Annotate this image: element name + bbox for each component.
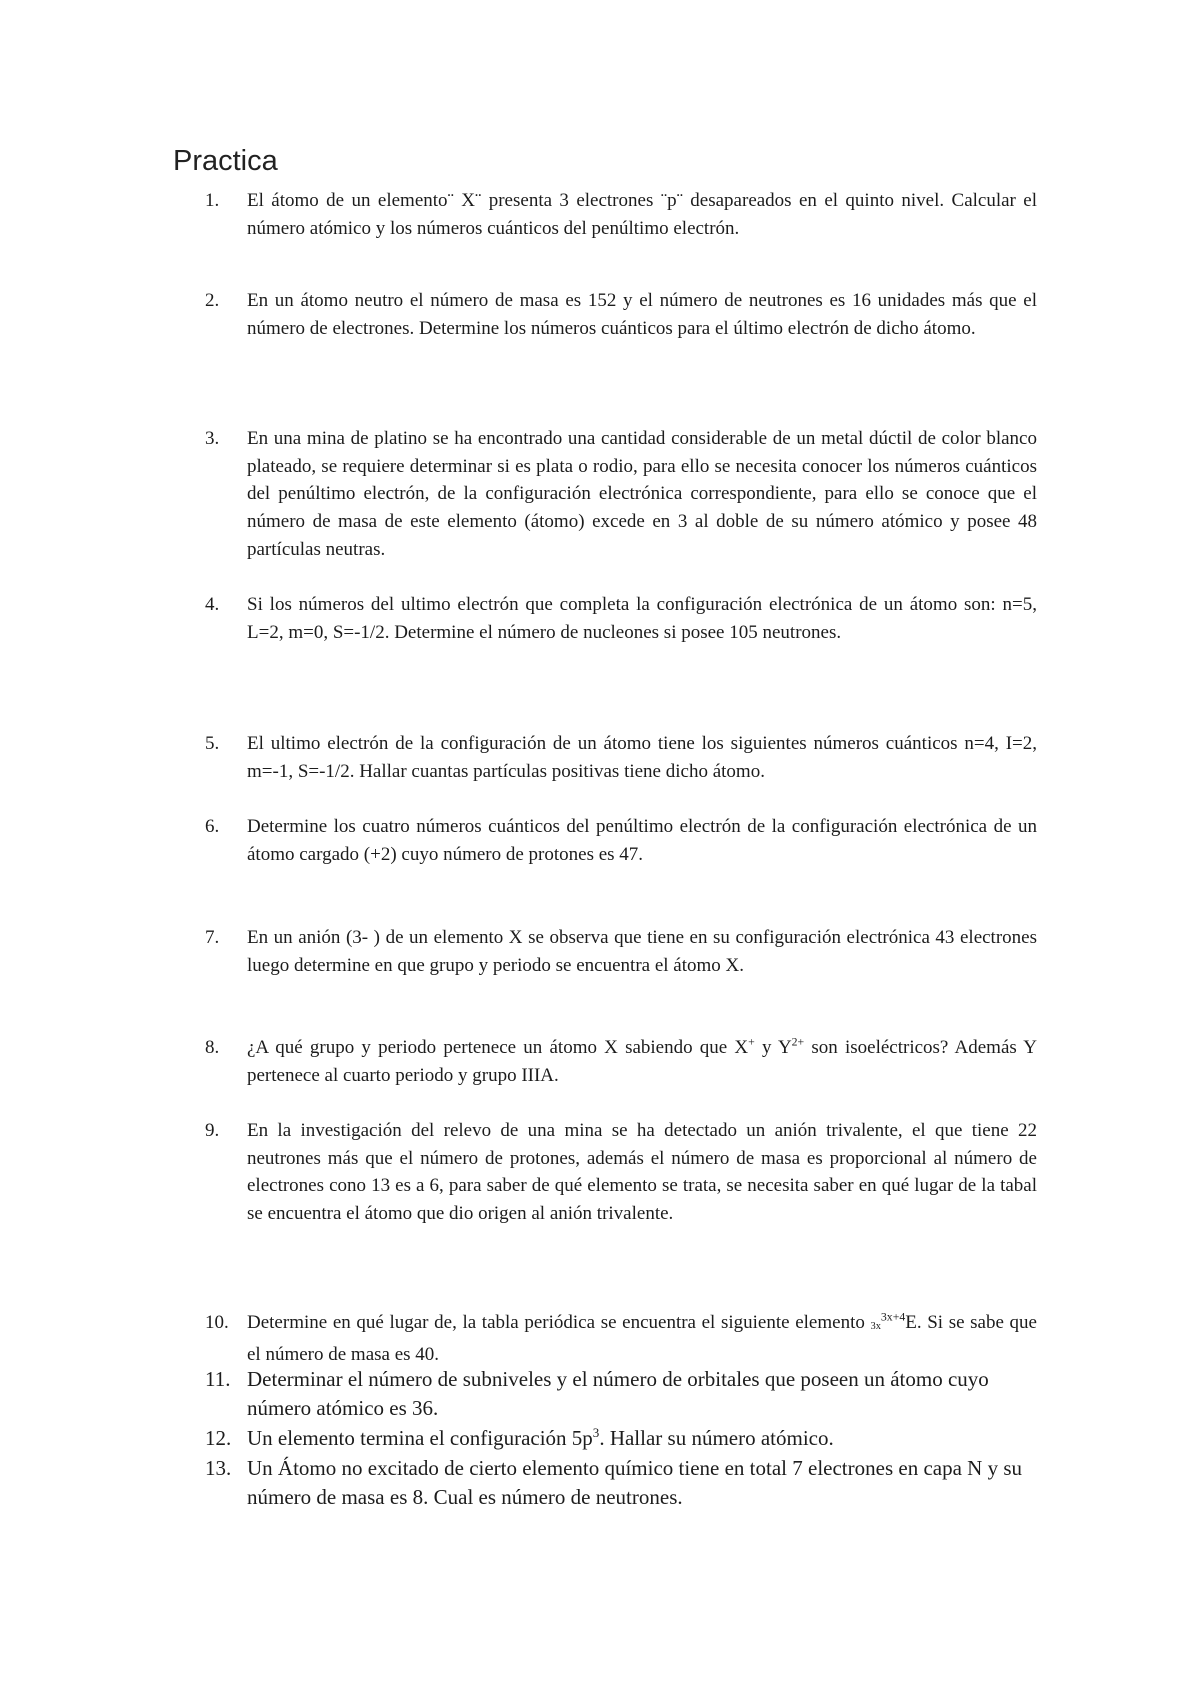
item-text: Si los números del ultimo electrón que completa la configuración electrónica de un átomo son: n=5, L=2, m=0, S=-1/2. Determine el número de nucleones si posee 105 neutrones.: [247, 594, 1037, 643]
item-text: En la investigación del relevo de una mina se ha detectado un anión trivalente, el que tiene 22 neutrones más que el número de protones, además el número de masa es proporcional al número de electrones cono 13 es a 6, para saber de qué elemento se trata, se necesita saber en qué lugar de la tabal se encuentra el átomo que dio origen al anión trivalente.: [247, 1120, 1037, 1225]
item-text: Un Átomo no excitado de cierto elemento químico tiene en total 7 electrones en capa N y su número de masa es 8. Cual es número de neutrones.: [247, 1456, 1022, 1509]
item-number: 9.: [205, 1120, 220, 1141]
item-number: 2.: [205, 290, 220, 311]
item-text: En un anión (3- ) de un elemento X se observa que tiene en su configuración electrónica 43 electrones luego determine en que grupo y periodo se encuentra el átomo X.: [247, 927, 1037, 976]
superscript: 2+: [791, 1035, 805, 1049]
item-number: 11.: [205, 1367, 231, 1391]
item-number: 4.: [205, 594, 220, 615]
item-text: En un átomo neutro el número de masa es 152 y el número de neutrones es 16 unidades más que el número de electrones. Determine los números cuánticos para el último electrón de dicho átomo.: [247, 290, 1037, 339]
page-title: Practica: [173, 145, 278, 177]
item-text: El ultimo electrón de la configuración de un átomo tiene los siguientes números cuánticos n=4, I=2, m=-1, S=-1/2. Hallar cuantas partículas positivas tiene dicho átomo.: [247, 733, 1037, 782]
isotope-notation: $3x^{3x+4}E$: [870, 1310, 917, 1333]
item-text: Determine los cuatro números cuánticos del penúltimo electrón de la configuración electrónica de un átomo cargado (+2) cuyo número de protones es 47.: [247, 816, 1037, 865]
item-text: Determinar el número de subniveles y el número de orbitales que poseen un átomo cuyo número atómico es 36.: [247, 1367, 989, 1420]
item-number: 7.: [205, 927, 220, 948]
item-number: 8.: [205, 1037, 220, 1058]
item-number: 3.: [205, 428, 220, 449]
item-text: Determine en qué lugar de, la tabla periódica se encuentra el siguiente elemento $3x^{3x+4}E$. Si se sabe que el número de masa es 40.: [247, 1310, 1037, 1365]
subscript: 3x: [870, 1321, 881, 1333]
superscript: 3x+4: [880, 1310, 906, 1324]
item-text: Un elemento termina el configuración $5p^3$. Hallar su número atómico.: [247, 1425, 834, 1450]
item-number: 1.: [205, 190, 220, 211]
superscript: 3: [592, 1425, 600, 1440]
item-number: 5.: [205, 733, 220, 754]
item-number: 13.: [205, 1456, 232, 1480]
superscript: +: [748, 1035, 755, 1049]
item-text: ¿A qué grupo y periodo pertenece un átomo X sabiendo que X+ y $Y^{2+}$ son isoeléctricos? Además Y pertenece al cuarto periodo y grupo IIIA.: [247, 1035, 1037, 1086]
item-text: En una mina de platino se ha encontrado una cantidad considerable de un metal dúctil de color blanco plateado, se requiere determinar si es plata o rodio, para ello se necesita conocer los números cuánticos del penúltimo electrón, de la configuración electrónica correspondiente, para ello se conoce que el número de masa de este elemento (átomo) excede en 3 al doble de su número atómico y posee 48 partículas neutras.: [247, 428, 1037, 560]
item-number: 12.: [205, 1426, 232, 1450]
item-text: El átomo de un elemento¨ X¨ presenta 3 electrones ¨p¨ desapareados en el quinto nivel. Calcular el número atómico y los números cuánticos del penúltimo electrón.: [247, 190, 1037, 239]
item-number: 10.: [205, 1312, 229, 1333]
item-number: 6.: [205, 816, 220, 837]
